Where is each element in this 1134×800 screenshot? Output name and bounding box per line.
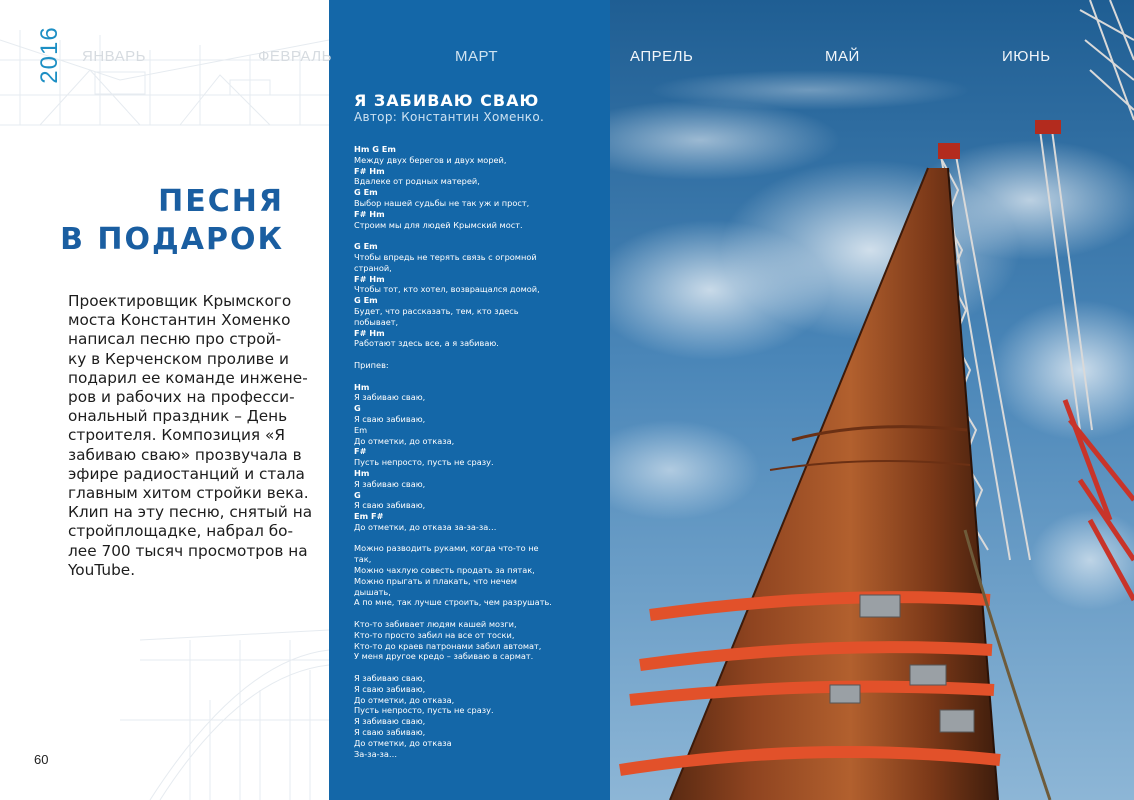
lyrics-text-line: Чтобы тот, кто хотел, возвращался домой, xyxy=(354,284,540,295)
song-title: Я ЗАБИВАЮ СВАЮ xyxy=(354,91,540,110)
lyrics-chord-line: Hm xyxy=(354,381,370,392)
lyrics-chord-line: Hm G Em xyxy=(354,144,396,154)
title-line: ПЕСНЯ xyxy=(158,184,284,219)
lyrics-text-line: побывает, xyxy=(354,316,399,327)
lyrics-text-line: До отметки, до отказа, xyxy=(354,435,455,446)
lyrics-chord-line: G Em xyxy=(354,295,378,306)
lyrics-text-line: Вдалеке от родных матерей, xyxy=(354,176,480,187)
pile-crane-illustration xyxy=(610,0,1134,800)
lyrics-text-line: До отметки, до отказа, xyxy=(354,694,455,705)
lyrics-chord-line: Hm xyxy=(354,467,370,478)
lyrics-text-line: Можно разводить руками, когда что-то не xyxy=(354,543,539,554)
lyrics-text-line: Можно чахлую совесть продать за пятак, xyxy=(354,565,535,576)
body-line: Клип на эту песню, снятый на xyxy=(68,503,313,522)
lyrics-text-line: Работают здесь все, а я забиваю. xyxy=(354,338,499,349)
lyrics-text-line: Кто-то просто забил на все от тоски, xyxy=(354,629,515,640)
month-march: МАРТ xyxy=(455,48,498,65)
lyrics-text-line: Я забиваю сваю, xyxy=(354,478,426,489)
title-line: В ПОДАРОК xyxy=(60,222,284,257)
lyrics-text-line: Можно прыгать и плакать, что нечем xyxy=(354,575,517,586)
lyrics-text-line: Кто-то забивает людям кашей мозги, xyxy=(354,619,517,630)
body-line: забиваю сваю» прозвучала в xyxy=(68,445,302,464)
lyrics-text-line: Я забиваю сваю, xyxy=(354,392,426,403)
lyrics-chord-line: F# Hm xyxy=(354,165,385,176)
lyrics-text-line: До отметки, до отказа за-за-за… xyxy=(354,521,497,532)
body-line: YouTube. xyxy=(68,560,136,579)
month-june: ИЮНЬ xyxy=(1002,48,1051,65)
body-line: ональный праздник – День xyxy=(68,407,288,426)
lyrics-text-line: Em xyxy=(354,424,368,435)
lyrics-column xyxy=(329,0,610,800)
lyrics-text-line: Выбор нашей судьбы не так уж и прост, xyxy=(354,197,530,208)
lyrics-text-line: Между двух берегов и двух морей, xyxy=(354,154,507,165)
lyrics-chord-line: G Em xyxy=(354,187,378,198)
lyrics-gap xyxy=(354,662,599,673)
lyrics-text-line: Я забиваю сваю, xyxy=(354,716,426,727)
lyrics-text-line: так, xyxy=(354,554,372,565)
lyrics-text-line: До отметки, до отказа xyxy=(354,737,452,748)
lyrics-chord-line: G xyxy=(354,489,361,500)
pile-photo xyxy=(610,0,1134,800)
lyrics-gap xyxy=(354,533,599,544)
lyrics-text-line: Пусть непросто, пусть не сразу. xyxy=(354,705,494,716)
month-april: АПРЕЛЬ xyxy=(630,48,694,65)
lyrics-gap xyxy=(354,608,599,619)
lyrics-text-line: А по мне, так лучше строить, чем разрушать. xyxy=(354,597,552,608)
body-line: главным хитом стройки века. xyxy=(68,484,309,503)
body-line: эфире радиостанций и стала xyxy=(68,464,305,483)
lyrics-chord-line: F# xyxy=(354,446,367,457)
page-number: 60 xyxy=(34,752,49,767)
body-line: строителя. Композиция «Я xyxy=(68,426,285,445)
lyrics-text-line: Строим мы для людей Крымский мост. xyxy=(354,219,523,230)
lyrics-text-line: Чтобы впредь не терять связь с огромной xyxy=(354,251,537,262)
lyrics-text-line: дышать, xyxy=(354,586,391,597)
year-label: 2016 xyxy=(36,26,63,84)
lyrics-text-line: Будет, что рассказать, тем, кто здесь xyxy=(354,305,519,316)
song-lyrics xyxy=(354,144,599,759)
body-line: ку в Керченском проливе и xyxy=(68,349,289,368)
article-title xyxy=(24,183,284,259)
month-may: МАЙ xyxy=(825,48,860,65)
song-author: Автор: Константин Хоменко. xyxy=(354,110,545,124)
lyrics-text-line: Я сваю забиваю, xyxy=(354,413,426,424)
body-line: лее 700 тысяч просмотров на xyxy=(68,541,308,560)
left-page xyxy=(0,0,329,800)
lyrics-chord-line: Em F# xyxy=(354,511,384,522)
month-february: ФЕВРАЛЬ xyxy=(258,48,332,65)
lyrics-text-line: страной, xyxy=(354,262,392,273)
body-line: ров и рабочих на професси- xyxy=(68,388,295,407)
lyrics-text-line: Я сваю забиваю, xyxy=(354,727,426,738)
lyrics-text-line: Кто-то до краев патронами забил автомат, xyxy=(354,640,542,651)
body-line: моста Константин Хоменко xyxy=(68,311,291,330)
lyrics-text-line: Я забиваю сваю, xyxy=(354,673,426,684)
month-january: ЯНВАРЬ xyxy=(82,48,147,65)
lyrics-chord-line: F# Hm xyxy=(354,273,385,284)
body-line: стройплощадке, набрал бо- xyxy=(68,522,294,541)
body-line: написал песню про строй- xyxy=(68,330,282,349)
lyrics-gap xyxy=(354,371,599,382)
lyrics-gap xyxy=(354,349,599,360)
lyrics-text-line: За-за-за… xyxy=(354,748,398,759)
body-line: подарил ее команде инжене- xyxy=(68,368,308,387)
lyrics-gap xyxy=(354,230,599,241)
body-line: Проектировщик Крымского xyxy=(68,292,292,310)
lyrics-chord-line: G Em xyxy=(354,241,378,252)
lyrics-chorus-label: Припев: xyxy=(354,359,389,370)
article-body xyxy=(68,292,313,580)
lyrics-chord-line: G xyxy=(354,403,361,414)
lyrics-text-line: Я сваю забиваю, xyxy=(354,500,426,511)
lyrics-text-line: Пусть непросто, пусть не сразу. xyxy=(354,457,494,468)
lyrics-chord-line: F# Hm xyxy=(354,327,385,338)
lyrics-text-line: У меня другое кредо – забиваю в сармат. xyxy=(354,651,534,662)
lyrics-chord-line: F# Hm xyxy=(354,208,385,219)
lyrics-text-line: Я сваю забиваю, xyxy=(354,683,426,694)
